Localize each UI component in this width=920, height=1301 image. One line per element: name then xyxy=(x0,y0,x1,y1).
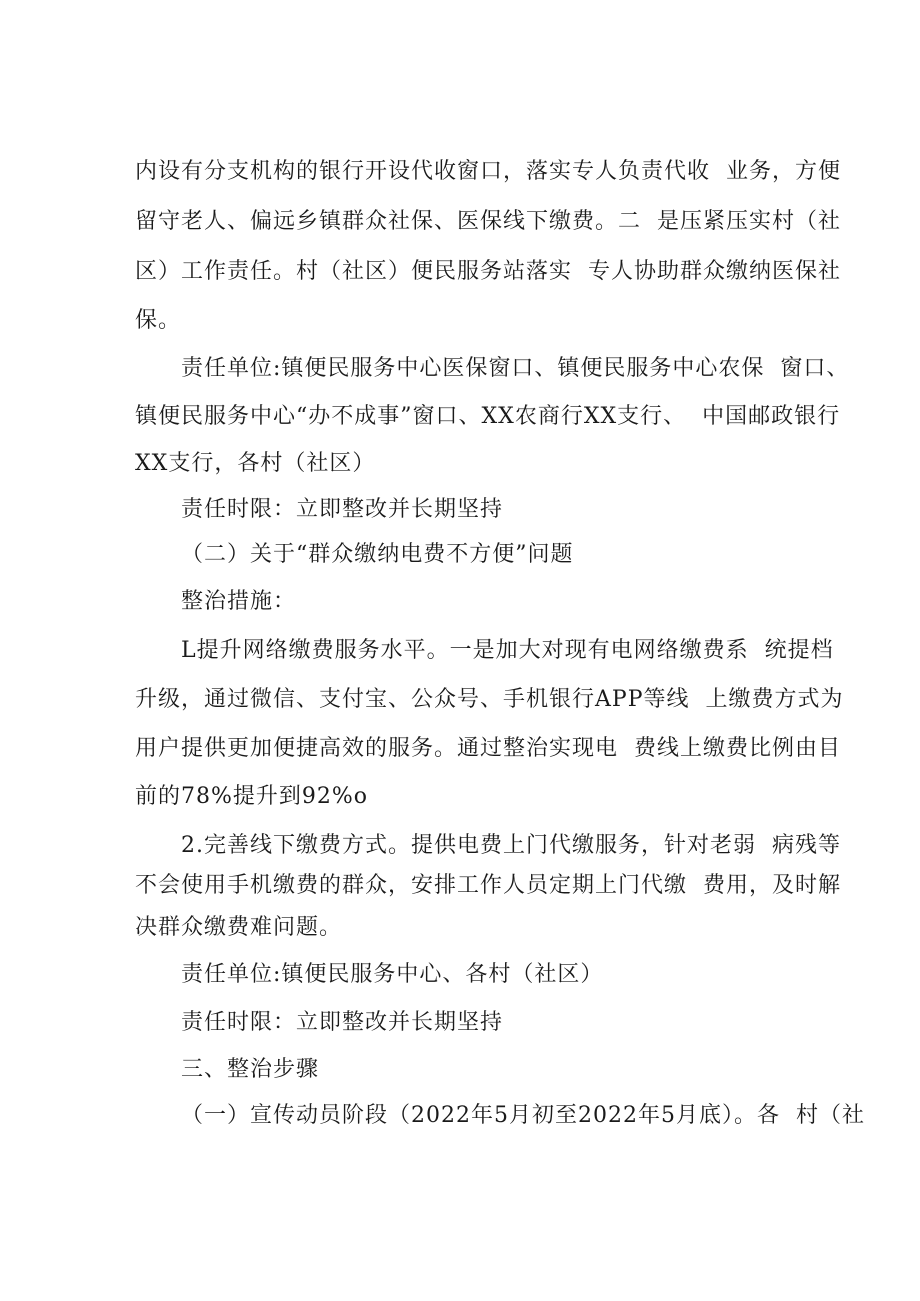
text-line-3: 区）工作责任。村（社区）便民服务站落实 专人协助群众缴纳医保社 xyxy=(135,259,841,284)
section-heading-3: 三、整治步骤 xyxy=(181,1057,320,1082)
text-line-5: 责任单位:镇便民服务中心医保窗口、镇便民服务中心农保 窗口、 xyxy=(181,356,850,381)
text-line-2: 留守老人、偏远乡镇群众社保、医保线下缴费。二 是压紧压实村（社 xyxy=(135,209,841,234)
text-line-17: 决群众缴费难问题。 xyxy=(135,915,343,940)
text-line-7: XX支行，各村（社区） xyxy=(135,451,376,476)
text-line-4: 保。 xyxy=(135,308,182,333)
text-line-21: （一）宣传动员阶段（2022年5月初至2022年5月底）。各 村（社 xyxy=(181,1103,865,1128)
text-line-16: 不会使用手机缴费的群众，安排工作人员定期上门代缴 费用，及时解 xyxy=(135,873,841,898)
text-line-8: 责任时限：立即整改并长期坚持 xyxy=(181,497,504,522)
text-line-14: 前的78%提升到92%o xyxy=(135,784,369,809)
text-line-19: 责任时限：立即整改并长期坚持 xyxy=(181,1010,504,1035)
section-heading-2: （二）关于“群众缴纳电费不方便”问题 xyxy=(181,542,574,567)
text-line-11: L提升网络缴费服务水平。一是加大对现有电网络缴费系 统提档 xyxy=(181,638,834,663)
text-line-12: 升级，通过微信、支付宝、公众号、手机银行APP等线 上缴费方式为 xyxy=(135,687,844,712)
text-line-10: 整治措施： xyxy=(181,589,297,614)
text-line-1: 内设有分支机构的银行开设代收窗口，落实专人负责代收 业务，方便 xyxy=(135,159,841,184)
text-line-6: 镇便民服务中心“办不成事”窗口、XX农商行XX支行、 中国邮政银行 xyxy=(135,404,841,429)
text-line-18: 责任单位:镇便民服务中心、各村（社区） xyxy=(181,962,604,987)
text-line-15: 2.完善线下缴费方式。提供电费上门代缴服务，针对老弱 病残等 xyxy=(181,833,841,858)
text-line-13: 用户提供更加便捷高效的服务。通过整治实现电 费线上缴费比例由目 xyxy=(135,736,841,761)
